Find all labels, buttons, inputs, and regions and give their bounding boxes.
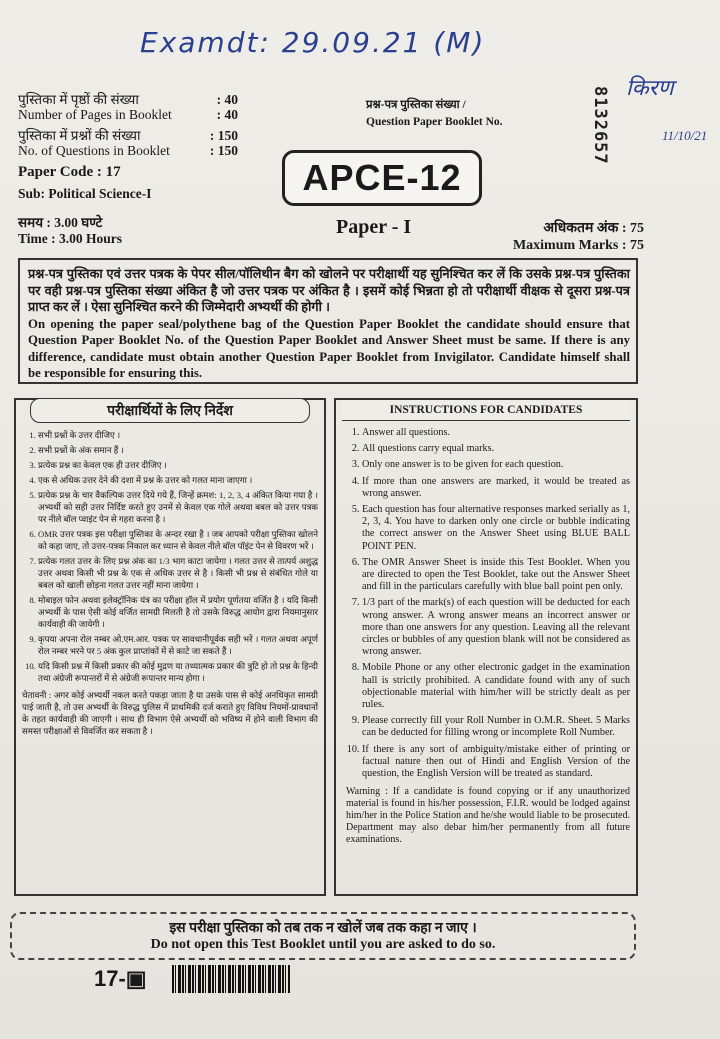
list-item: 3. प्रत्येक प्रश्न का केवल एक ही उत्तर दीजिए । [38,459,318,471]
signature-date: 11/10/21 [662,128,708,143]
footer-code: 17-▣ [94,966,147,991]
hindi-instructions-panel [14,398,326,896]
barcode [172,965,290,993]
paper-number: Paper - I [336,216,412,238]
list-item: 7. प्रत्येक गलत उत्तर के लिए प्रश्न अंक का 1/3 भाग काटा जायेगा । गलत उत्तर से तात्पर्य अशुद्ध उत्तर अथवा किसी भी प्रश्न के एक से अधिक उत्तर से है । किसी भी प्रश्न से संबंधित गोले या बबल को खाली छोड़ना गलत उत्तर नहीं माना जायेगा । [38,555,318,591]
list-item: 10. If there is any sort of ambiguity/mistake either of printing or factual nature then out of Hindi and English Version of the question, the English Version will be treated as standard. [362,744,630,781]
list-item: 5. Each question has four alternative responses marked serially as 1, 2, 3, 4. You have to darken only one circle or bubble indicating the correct answer on the Answer Sheet using BLUE BALL POINT PEN. [362,504,630,553]
do-not-open-banner [10,912,636,960]
exam-time: समय : 3.00 घण्टे Time : 3.00 Hours [18,215,122,246]
banner-hindi: इस परीक्षा पुस्तिका को तब तक न खोलें जब तक कहा न जाए । [169,921,477,936]
handwritten-exam-date: Examdt: 29.09.21 (M) [140,26,486,59]
list-item: 4. If more than one answers are marked, it would be treated as wrong answer. [362,476,630,500]
english-instructions-panel [334,398,638,896]
booklet-serial-number: 8132657 [590,86,610,165]
hindi-warning-note: चेतावनी : अगर कोई अभ्यर्थी नकल करते पकड़ा जाता है या उसके पास से कोई अनधिकृत सामग्री पाई जाती है, तो उस अभ्यर्थी के विरुद्ध पुलिस में प्राथमिकी दर्ज कराते हुए विविध नियमों-प्रावधानों के तहत कार्यवाही की जाएगी । साथ ही विभाग ऐसे अभ्यर्थी को भविष्य में होने वाली विभाग की समस्त परीक्षाओं से विवर्जित कर सकता है । [22,690,318,736]
paper-code: Paper Code : 17 [18,164,121,180]
list-item: 1. सभी प्रश्नों के उत्तर दीजिए । [38,429,318,441]
hindi-instructions-heading: परीक्षार्थियों के लिए निर्देश [30,398,310,423]
exam-code: APCE-12 [302,157,462,198]
question-paper-booklet-no: प्रश्न-पत्र पुस्तिका संख्या / Question Paper Booklet No. [366,99,503,128]
list-item: 9. कृपया अपना रोल नम्बर ओ.एम.आर. पत्रक पर सावधानीपूर्वक सही भरें । गलत अथवा अपूर्ण रोल नम्बर भरने पर 5 अंक कुल प्राप्तांकों में से काटे जा सकते हैं । [38,633,318,657]
warning-english: On opening the paper seal/polythene bag of the Question Paper Booklet the candidate should ensure that Question Paper Booklet No. of the Question Paper Booklet and Answer Sheet must be same. If there is any difference, candidate must obtain another Question Paper Booklet from Invigilator. Candidate himself shall be responsible for ensuring this. [28,316,630,380]
english-instructions-heading: INSTRUCTIONS FOR CANDIDATES [342,400,630,421]
list-item: 3. Only one answer is to be given for each question. [362,459,630,471]
list-item: 1. Answer all questions. [362,427,630,439]
booklet-warning-box [18,258,638,384]
list-item: 8. मोबाइल फोन अथवा इलेक्ट्रॉनिक यंत्र का परीक्षा हॉल में प्रयोग पूर्णतया वर्जित है । यदि किसी अभ्यर्थी के पास ऐसी कोई वर्जित सामग्री मिलती है तो उसके विरुद्ध आयोग द्वारा नियमानुसार कार्यवाही की जायेगी । [38,594,318,630]
list-item: 6. The OMR Answer Sheet is inside this Test Booklet. When you are directed to open the Test Booklet, take out the Answer Sheet and fill in the particulars carefully with blue ball point pen only. [362,557,630,594]
list-item: 5. प्रत्येक प्रश्न के चार वैकल्पिक उत्तर दिये गये हैं, जिन्हें क्रमश: 1, 2, 3, 4 अंकित किया गया है । अभ्यर्थी को सही उत्तर निर्दिष्ट करते हुए उनमें से केवल एक गोले अथवा बबल को उत्तर पत्रक पर नीले बॉल प्वाइंट पेन से गहरा करना है । [38,489,318,525]
list-item: 4. एक से अधिक उत्तर देने की दशा में प्रश्न के उत्तर को गलत माना जाएगा । [38,474,318,486]
booklet-meta-left: पुस्तिका में पृष्ठों की संख्या : 40 Number of Pages in Booklet : 40 पुस्तिका में प्रश्नों की संख्या : 150 No. of Questions in Booklet : 150 Paper Code : 17 Sub: Political Science-I [18,92,238,201]
handwritten-signature: किरण 11/10/21 [626,76,708,143]
warning-hindi: प्रश्न-पत्र पुस्तिका एवं उत्तर पत्रक के पेपर सील/पॉलिथीन बैग को खोलने पर परीक्षार्थी यह सुनिश्चित कर लें कि उसके प्रश्न-पत्र पुस्तिका पर वही प्रश्न-पत्र पुस्तिका संख्या अंकित है जो उत्तर पत्रक पर अंकित है । इसमें कोई भिन्नता हो तो परीक्षार्थी वीक्षक से दूसरा प्रश्न-पत्र प्राप्त कर लें । ऐसा सुनिश्चित करने की जिम्मेदारी अभ्यर्थी की होगी । [28,267,630,314]
list-item: 7. 1/3 part of the mark(s) of each question will be deducted for each wrong answer. A wrong answer means an incorrect answer or more than one answers for any question. Leaving all the relevant circles or bubbles of any question blank will not be considered as wrong answer. [362,597,630,658]
list-item: 2. सभी प्रश्नों के अंक समान हैं । [38,444,318,456]
banner-english: Do not open this Test Booklet until you are asked to do so. [150,937,496,952]
list-item: 8. Mobile Phone or any other electronic gadget in the examination hall is strictly prohibited. A candidate found with any of such objectionable material with him/her will be strictly dealt as per rules. [362,662,630,711]
list-item: 6. OMR उत्तर पत्रक इस परीक्षा पुस्तिका के अन्दर रखा है । जब आपको परीक्षा पुस्तिका खोलने को कहा जाए, तो उत्तर-पत्रक निकाल कर ध्यान से केवल नीले बॉल पॉइंट पेन से विवरण भरें । [38,528,318,552]
exam-code-box [282,150,482,206]
maximum-marks: अधिकतम अंक : 75 Maximum Marks : 75 [512,221,644,253]
english-warning-note: Warning : If a candidate is found copying or if any unauthorized material is found in his/her possession, F.I.R. would be lodged against him/her in the Police Station and he/she would liable to be prosecuted. Department may also debar him/her permanently from all future examinations. [346,786,630,846]
list-item: 10. यदि किसी प्रश्न में किसी प्रकार की कोई मुद्रण या तथ्यात्मक प्रकार की त्रुटि हो तो प्रश्न के हिन्दी तथा अंग्रेजी रूपान्तरों में से अंग्रेजी रूपान्तर मान्य होगा । [38,660,318,684]
subject: Sub: Political Science-I [18,186,152,201]
list-item: 2. All questions carry equal marks. [362,443,630,455]
list-item: 9. Please correctly fill your Roll Number in O.M.R. Sheet. 5 Marks can be deducted for filling wrong or incomplete Roll Number. [362,715,630,739]
